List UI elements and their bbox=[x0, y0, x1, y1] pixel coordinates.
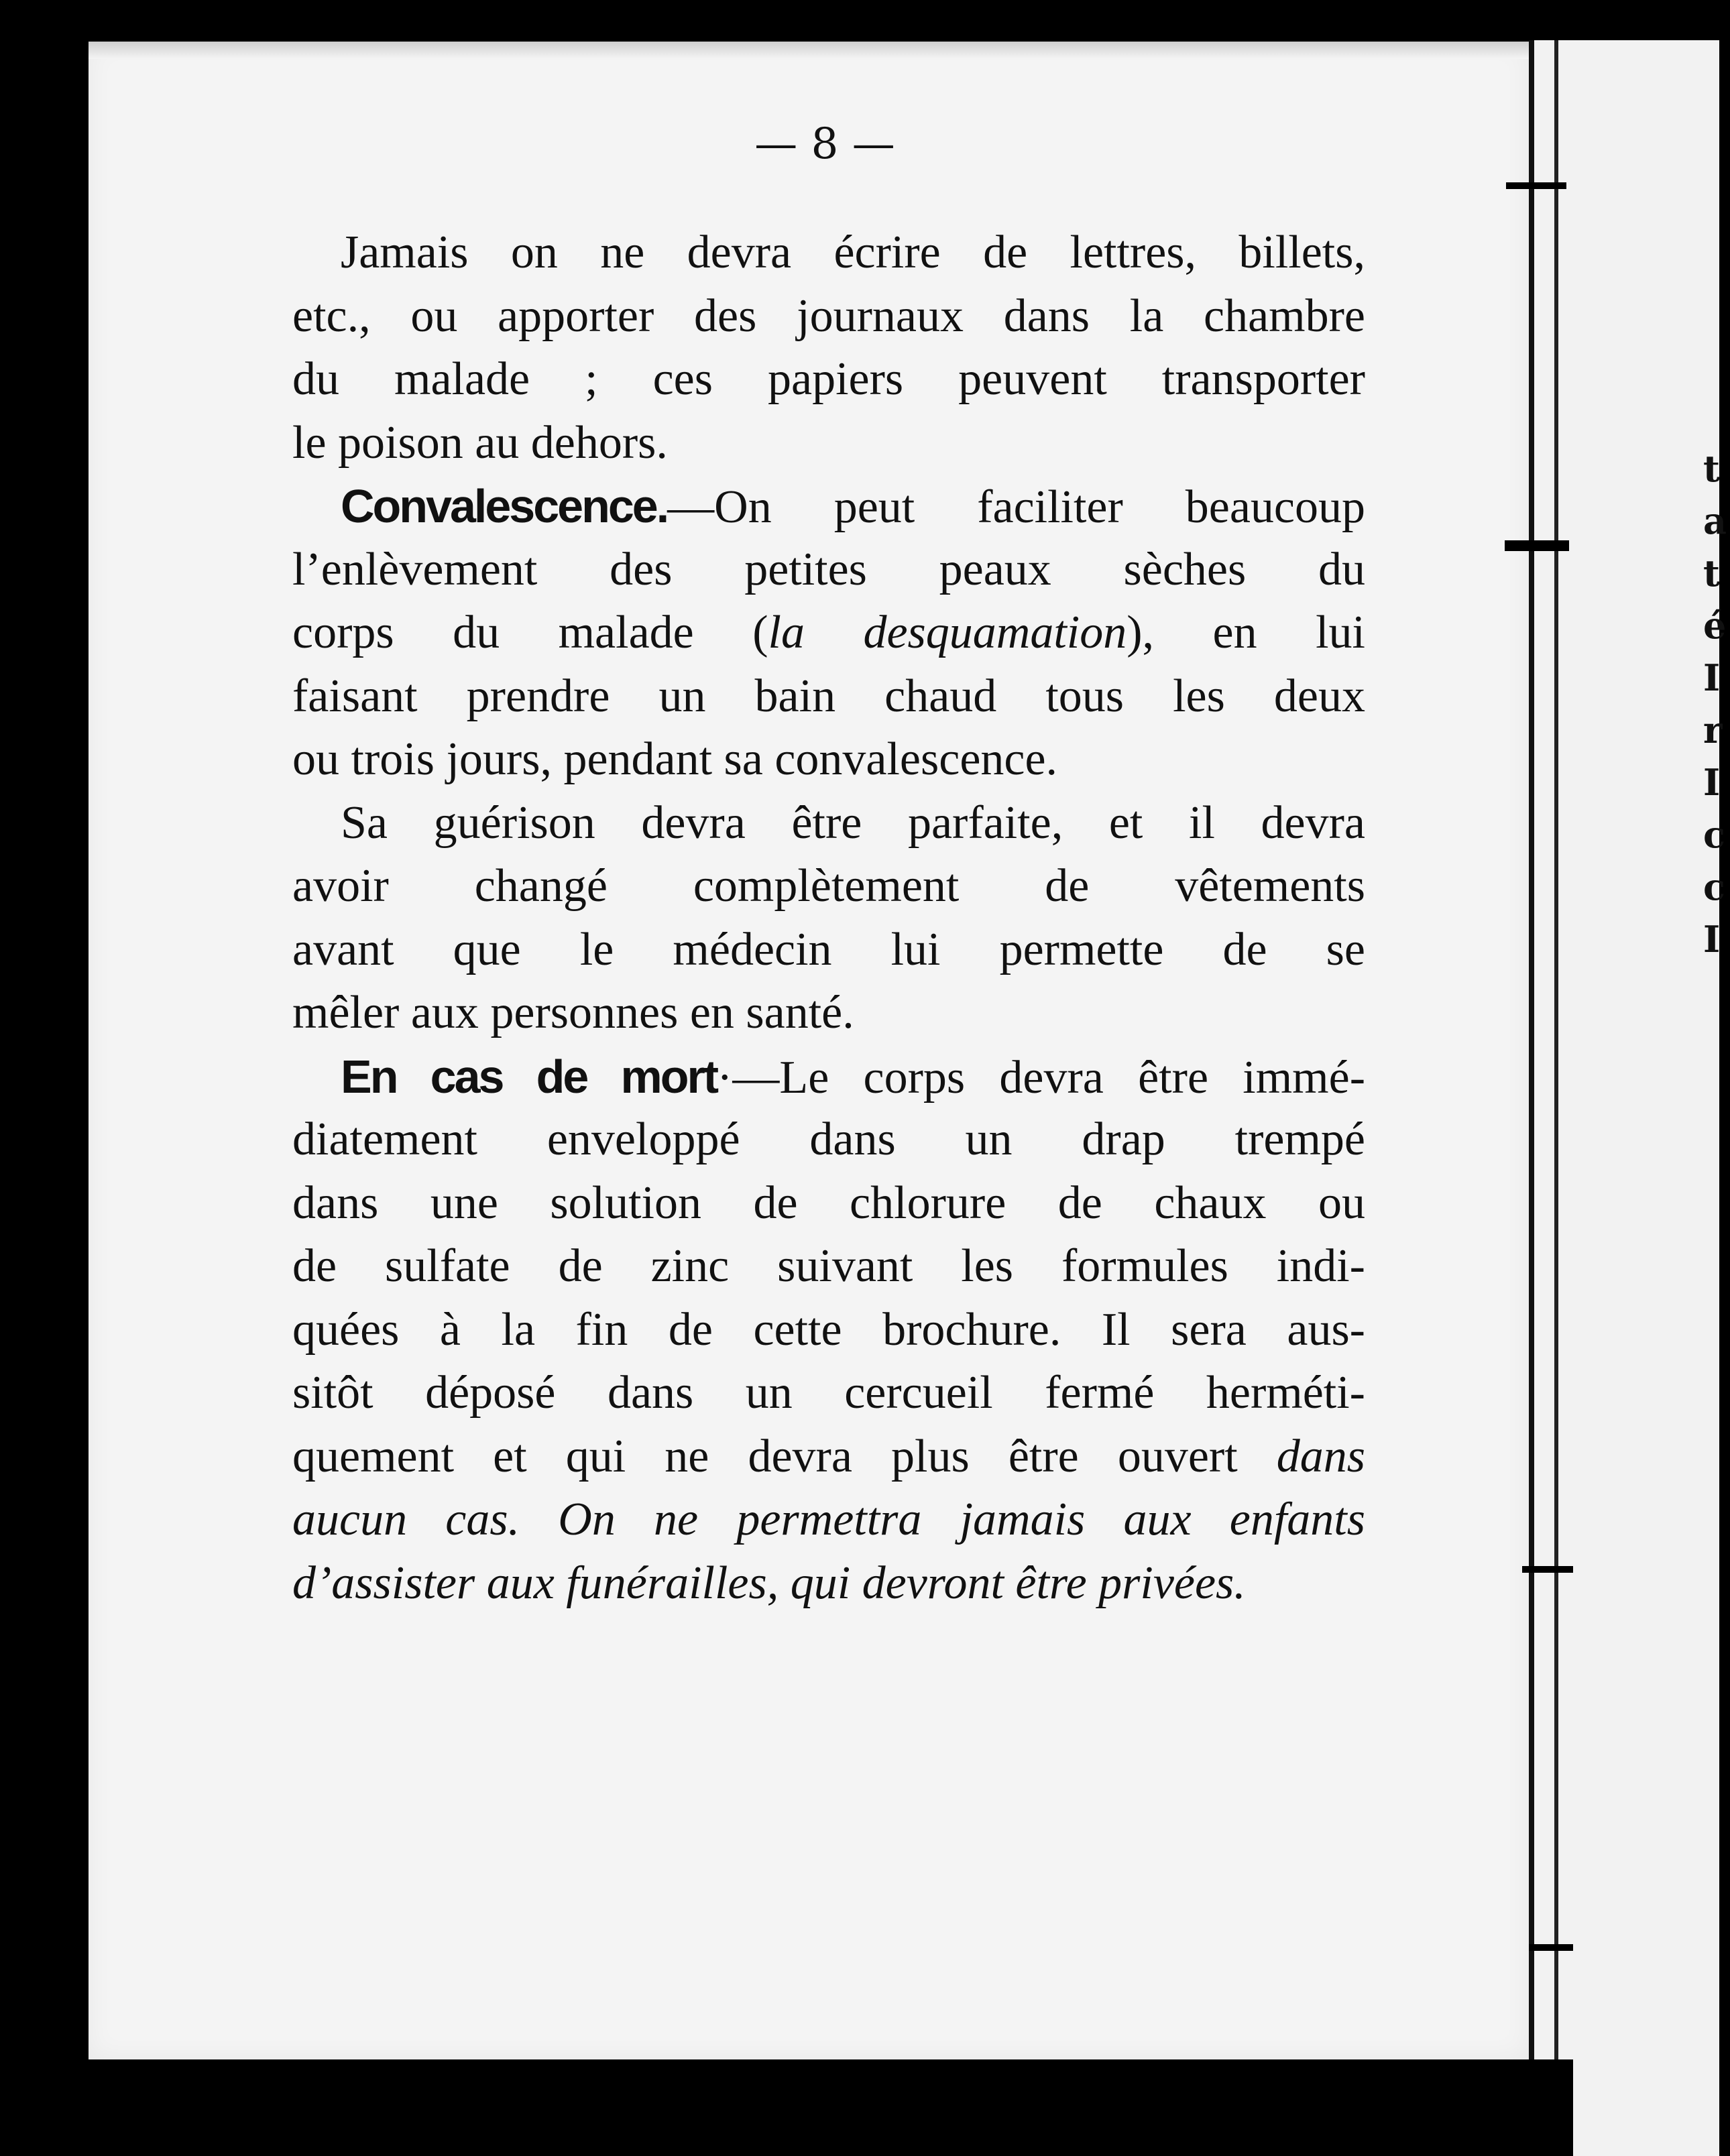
text-fragment: ), en lui bbox=[1127, 607, 1365, 658]
text-line-italic: aucun cas. On ne permettra jamais aux enfants bbox=[292, 1494, 1365, 1545]
text-line: de sulfate de zinc suivant les formules indi- bbox=[292, 1240, 1365, 1292]
scan-border-left bbox=[0, 0, 87, 2156]
text-line: sitôt déposé dans un cercueil fermé herméti- bbox=[292, 1367, 1365, 1419]
text-line: l’enlèvement des petites peaux sèches du bbox=[292, 543, 1365, 595]
text-fragment: corps du malade ( bbox=[292, 607, 768, 658]
section-heading-en-cas-de-mort: En cas de mort bbox=[341, 1050, 717, 1103]
adjacent-letter: I bbox=[1703, 656, 1721, 699]
binding-line bbox=[1554, 40, 1558, 2156]
paragraph bbox=[292, 1045, 1365, 1616]
text-line: dans une solution de chlorure de chaux ou bbox=[292, 1177, 1365, 1229]
adjacent-letter: I bbox=[1703, 918, 1721, 961]
italic-fragment: dans bbox=[1276, 1430, 1366, 1482]
text-line: quées à la fin de cette brochure. Il sera aus- bbox=[292, 1303, 1365, 1356]
text-line: ou trois jours, pendant sa convalescence. bbox=[292, 733, 1058, 785]
text-line-italic: d’assister aux funérailles, qui devront être privées. bbox=[292, 1557, 1246, 1609]
text-line: faisant prendre un bain chaud tous les deux bbox=[292, 670, 1365, 722]
paragraph bbox=[292, 475, 1365, 792]
body-text bbox=[292, 221, 1365, 1615]
adjacent-letter: a bbox=[1703, 499, 1727, 542]
text-line bbox=[292, 1425, 1365, 1489]
scan-border-top bbox=[0, 0, 1719, 44]
text-line: diatement enveloppé dans un drap trempé bbox=[292, 1114, 1365, 1165]
text-line: mêler aux personnes en santé. bbox=[292, 987, 854, 1038]
scan-border-bottom bbox=[89, 2059, 1573, 2156]
text-fragment: ·—Le corps devra être immé- bbox=[717, 1051, 1366, 1103]
section-heading-convalescence: Convalescence. bbox=[341, 480, 668, 532]
text-line: du malade ; ces papiers peuvent transporter bbox=[292, 353, 1365, 405]
adjacent-letter: t bbox=[1703, 447, 1720, 490]
binding-mark bbox=[1505, 540, 1569, 551]
page-binding bbox=[1529, 40, 1574, 2156]
text-line: avoir changé complètement de vêtements bbox=[292, 860, 1365, 912]
adjacent-letter: r bbox=[1703, 709, 1723, 752]
adjacent-letter: I bbox=[1703, 761, 1721, 804]
adjacent-letter: c bbox=[1703, 813, 1725, 856]
text-line bbox=[292, 601, 1365, 665]
italic-term: la desquamation bbox=[768, 607, 1127, 658]
adjacent-letter: c bbox=[1703, 865, 1725, 908]
text-line: avant que le médecin lui permette de se bbox=[292, 923, 1365, 975]
binding-mark bbox=[1506, 182, 1566, 189]
adjacent-page-text bbox=[1703, 442, 1730, 965]
page-number: — 8 — bbox=[754, 119, 895, 169]
binding-mark bbox=[1522, 1566, 1578, 1573]
binding-mark bbox=[1529, 1944, 1576, 1951]
paragraph bbox=[292, 792, 1365, 1045]
adjacent-page bbox=[1573, 40, 1719, 2156]
text-line bbox=[292, 475, 1365, 538]
adjacent-letter: é bbox=[1703, 604, 1727, 647]
adjacent-letter: t bbox=[1703, 552, 1720, 595]
text-line: etc., ou apporter des journaux dans la chambre bbox=[292, 290, 1365, 342]
text-fragment: —On peut faciliter beaucoup bbox=[667, 481, 1365, 533]
text-line bbox=[292, 1045, 1365, 1109]
text-line: Jamais on ne devra écrire de lettres, billets, bbox=[341, 227, 1365, 278]
text-fragment: quement et qui ne devra plus être ouvert bbox=[292, 1430, 1238, 1482]
paragraph bbox=[292, 221, 1365, 475]
text-line: le poison au dehors. bbox=[292, 416, 668, 469]
text-line: Sa guérison devra être parfaite, et il devra bbox=[341, 796, 1365, 849]
